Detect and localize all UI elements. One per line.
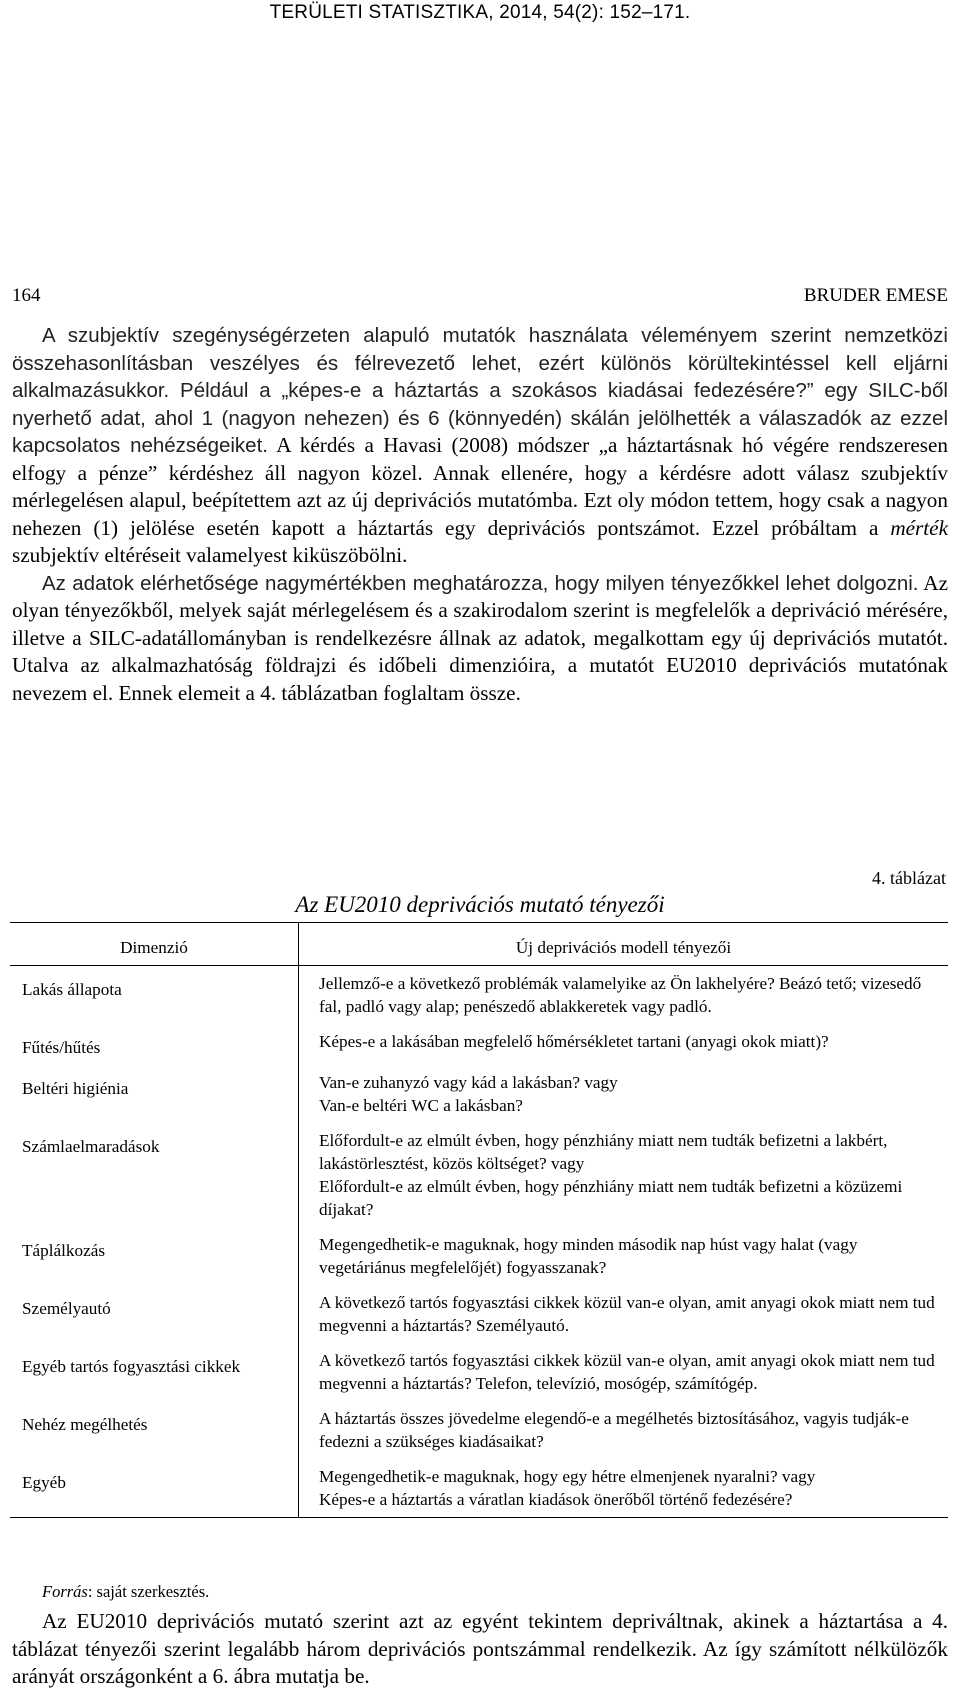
factor-cell: Megengedhetik-e maguknak, hogy minden második nap húst vagy halat (vagy vegetáriánus megfelelőjét) fogyasszanak? <box>319 1235 858 1277</box>
table-number: 4. táblázat <box>872 868 946 888</box>
dimension-cell: Táplálkozás <box>10 1227 299 1285</box>
journal-header: TERÜLETI STATISZTIKA, 2014, 54(2): 152–171. <box>269 2 691 23</box>
table-source <box>42 1582 209 1602</box>
source-text: : saját szerkesztés. <box>87 1582 210 1601</box>
deprivation-factors-table <box>10 922 948 1518</box>
factor-cell: A háztartás összes jövedelme elegendő-e a megélhetés biztosításához, vagyis tudják-e fedezni a szükséges kiadásaikat? <box>319 1409 909 1451</box>
factor-cell: Van-e zuhanyzó vagy kád a lakásban? vagy Van-e beltéri WC a lakásban? <box>319 1073 618 1115</box>
table-row <box>10 966 948 1025</box>
dimension-cell: Számlaelmaradások <box>10 1123 299 1227</box>
table-title: Az EU2010 deprivációs mutató tényezői <box>295 892 665 917</box>
table-row <box>10 1065 948 1123</box>
dimension-cell: Fűtés/hűtés <box>10 1024 299 1065</box>
factor-cell: Megengedhetik-e maguknak, hogy egy hétre elmenjenek nyaralni? vagy Képes-e a háztartás a váratlan kiadások önerőből történő fedezésére? <box>299 1459 949 1518</box>
dimension-cell: Egyéb <box>10 1459 299 1518</box>
paragraph-1-part-a: A szubjektív szegénységérzeten alapuló mutatók használata véleményem szerint nemzetközi összehasonlításban veszélyes és félrevezető lehet, ezért különös körültekintéssel kell eljárni alkalmazásukkor. Például a „képes-e a háztartás a szokásos kiadásai fedezésére?” egy SILC-ből nyerhető adat, ahol 1 (nagyon nehezen) és 6 (könnyedén) skálán jelölhették a válaszadók az ezzel kapcsolatos nehézségeiket. <box>12 324 948 457</box>
dimension-cell: Nehéz megélhetés <box>10 1401 299 1459</box>
paragraph-2-part-a: Az adatok elérhetősége nagymértékben meghatározza, hogy milyen tényezőkkel lehet dolgozni. <box>42 571 919 595</box>
author-name: BRUDER EMESE <box>803 285 948 306</box>
source-label: Forrás <box>42 1582 88 1601</box>
table-row <box>10 1024 948 1065</box>
dimension-cell: Beltéri higiénia <box>10 1065 299 1123</box>
factor-cell: A következő tartós fogyasztási cikkek közül van-e olyan, amit anyagi okok miatt nem tud megvenni a háztartás? Személyautó. <box>319 1293 935 1335</box>
paragraph-1-part-c: szubjektív eltéréseit valamelyest kiküszöbölni. <box>12 543 408 567</box>
table-body <box>10 966 948 1518</box>
paragraph-2-part-b: Az olyan tényezőkből, melyek saját mérlegelésem és a szakirodalom szerint is megfelelők a depriváció mérésére, illetve a SILC-adatállományban is rendelkezésre állnak az adatok, megalkottam egy új deprivációs mutatót. Utalva az alkalmazhatóság földrajzi és időbeli dimenzióira, a mutatót EU2010 deprivációs mutatónak nevezem el. Ennek elemeit a 4. táblázatban foglaltam össze. <box>12 570 948 705</box>
paragraph-1-part-b: A kérdés a Havasi (2008) módszer „a háztartásnak hó végére rendszeresen elfogy a pénze” kérdéshez áll nagyon közel. Annak ellenére, hogy a kérdésre adott válasz szubjektív mérlegelésen alapul, beépítettem azt az új deprivációs mutatómba. Ezt oly módon tettem, hogy csak a nagyon nehezen (1) jelölése esetén kapott a háztartás egy deprivációs pontszámot. Ezzel próbáltam a <box>12 433 948 540</box>
table-row <box>10 1285 948 1343</box>
running-header <box>12 285 948 307</box>
column-header-factors: Új deprivációs modell tényezői <box>299 923 949 966</box>
paragraph-2 <box>12 570 948 708</box>
paragraph-3: Az EU2010 deprivációs mutató szerint azt az egyént tekintem depriváltnak, akinek a háztartása a 4. táblázat tényezői szerint legalább három deprivációs pontszámmal rendelkezik. Az így számított nélkülözők arányát országonként a 6. ábra mutatja be. <box>12 1609 948 1688</box>
factor-cell: Jellemző-e a következő problémák valamelyike az Ön lakhelyére? Beázó tető; vizesedő fal, padló vagy alap; penészedő ablakkeretek vagy padló. <box>319 974 922 1016</box>
body-text-bottom <box>12 1608 948 1691</box>
table-row <box>10 1227 948 1285</box>
table-row <box>10 1343 948 1401</box>
table-row <box>10 1459 948 1518</box>
paragraph-1-emphasis: mérték <box>890 515 948 540</box>
factor-cell: Képes-e a lakásában megfelelő hőmérsékletet tartani (anyagi okok miatt)? <box>319 1032 829 1051</box>
column-header-dimension: Dimenzió <box>10 923 299 966</box>
dimension-cell: Személyautó <box>10 1285 299 1343</box>
factor-cell: A következő tartós fogyasztási cikkek közül van-e olyan, amit anyagi okok miatt nem tud megvenni a háztartás? Telefon, televízió, mosógép, számítógép. <box>319 1351 935 1393</box>
table-row <box>10 1401 948 1459</box>
page-number: 164 <box>12 285 41 306</box>
dimension-cell: Lakás állapota <box>10 966 299 1025</box>
paragraph-1 <box>12 322 948 570</box>
table-header-row <box>10 923 948 966</box>
dimension-cell: Egyéb tartós fogyasztási cikkek <box>10 1343 299 1401</box>
factor-cell: Előfordult-e az elmúlt évben, hogy pénzhiány miatt nem tudták befizetni a lakbért, lakástörlesztést, közös költséget? vagy Előfordult-e az elmúlt évben, hogy pénzhiány miatt nem tudták befizetni a közüzemi díjakat? <box>319 1131 903 1219</box>
table-row <box>10 1123 948 1227</box>
body-text-top <box>12 322 948 707</box>
